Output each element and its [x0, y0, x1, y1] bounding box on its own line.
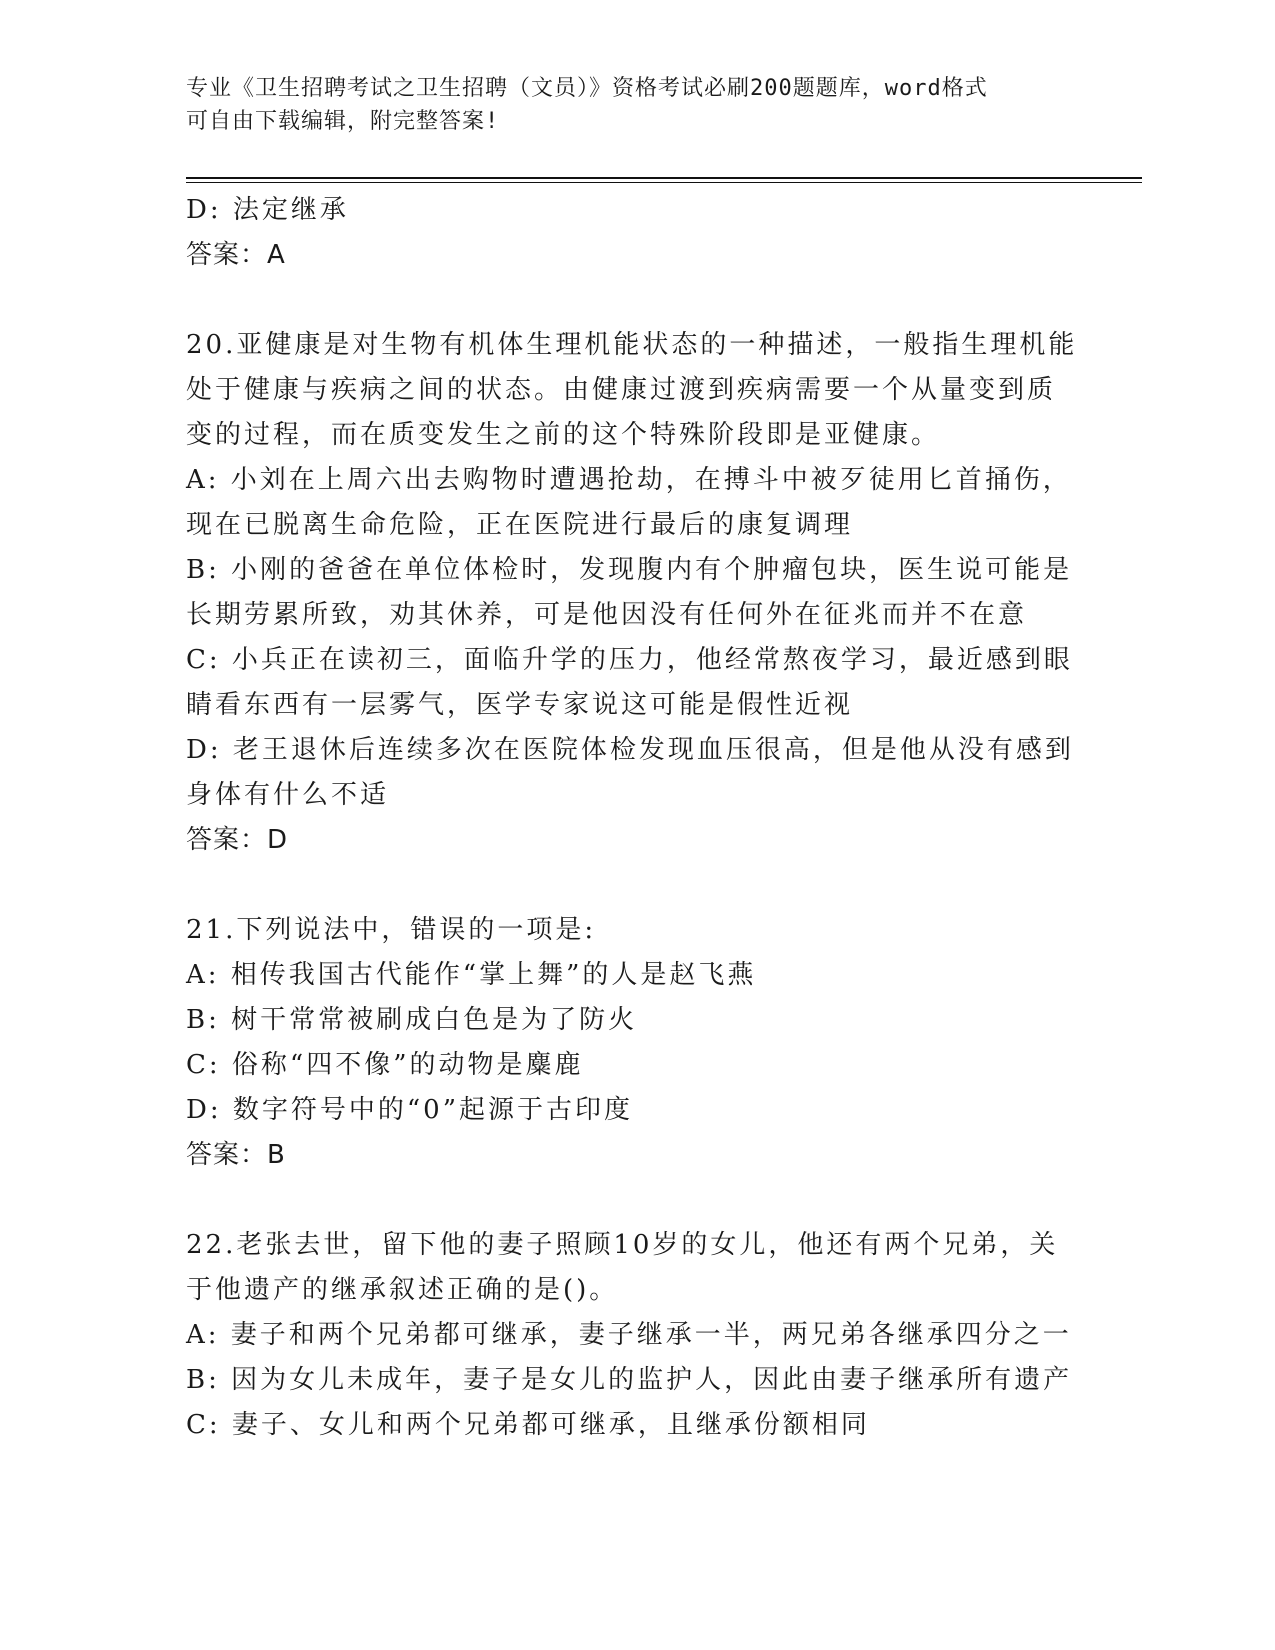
q22-stem-line-1: 22.老张去世，留下他的妻子照顾10岁的女儿，他还有两个兄弟，关: [186, 1230, 1059, 1260]
q20-option-d-line-1: D: 老王退休后连续多次在医院体检发现血压很高，但是他从没有感到: [186, 735, 1074, 765]
q20-option-b-line-2: 长期劳累所致，劝其休养，可是他因没有任何外在征兆而并不在意: [186, 600, 1028, 630]
q19-option-d: D: 法定继承: [186, 195, 349, 225]
q20-stem-line-1: 20.亚健康是对生物有机体生理机能状态的一种描述，一般指生理机能: [186, 330, 1078, 360]
header-line-1: 专业《卫生招聘考试之卫生招聘（文员）》资格考试必刷200题题库，word格式: [186, 76, 988, 101]
q20-answer: 答案：D: [186, 825, 289, 855]
q21-option-a: A: 相传我国古代能作“掌上舞”的人是赵飞燕: [186, 960, 757, 990]
q20-option-c-line-2: 睛看东西有一层雾气，医学专家说这可能是假性近视: [186, 690, 854, 720]
q20-stem-line-2: 处于健康与疾病之间的状态。由健康过渡到疾病需要一个从量变到质: [186, 375, 1057, 405]
q20-option-a-line-1: A: 小刘在上周六出去购物时遭遇抢劫，在搏斗中被歹徒用匕首捅伤，: [186, 465, 1072, 495]
spacer: [186, 863, 1086, 908]
q20-option-d-line-2: 身体有什么不适: [186, 780, 390, 810]
document-body: [186, 188, 1086, 1448]
q21-answer: 答案：B: [186, 1140, 286, 1170]
header-divider-thick: [186, 177, 1142, 179]
q20-option-c-line-1: C: 小兵正在读初三，面临升学的压力，他经常熬夜学习，最近感到眼: [186, 645, 1073, 675]
question-20: [186, 323, 1086, 863]
q20-option-b-line-1: B: 小刚的爸爸在单位体检时，发现腹内有个肿瘤包块，医生说可能是: [186, 555, 1073, 585]
header-line-2: 可自由下载编辑，附完整答案!: [186, 109, 500, 134]
spacer: [186, 278, 1086, 323]
q22-stem-line-2: 于他遗产的继承叙述正确的是()。: [186, 1275, 619, 1305]
q21-option-b: B: 树干常常被刷成白色是为了防火: [186, 1005, 638, 1035]
question-21: [186, 908, 1086, 1178]
header-divider-thin: [186, 182, 1142, 183]
q22-option-b: B: 因为女儿未成年，妻子是女儿的监护人，因此由妻子继承所有遗产: [186, 1365, 1073, 1395]
q21-stem: 21.下列说法中，错误的一项是:: [186, 915, 597, 945]
document-header: [186, 72, 1086, 138]
question-22: [186, 1223, 1086, 1448]
q19-answer: 答案：A: [186, 240, 286, 270]
q20-option-a-line-2: 现在已脱离生命危险，正在医院进行最后的康复调理: [186, 510, 854, 540]
q20-stem-line-3: 变的过程，而在质变发生之前的这个特殊阶段即是亚健康。: [186, 420, 941, 450]
q21-option-d: D: 数字符号中的“0”起源于古印度: [186, 1095, 633, 1125]
q22-option-a: A: 妻子和两个兄弟都可继承，妻子继承一半，两兄弟各继承四分之一: [186, 1320, 1072, 1350]
spacer: [186, 1178, 1086, 1223]
q22-option-c: C: 妻子、女儿和两个兄弟都可继承，且继承份额相同: [186, 1410, 870, 1440]
q21-option-c: C: 俗称“四不像”的动物是麋鹿: [186, 1050, 584, 1080]
